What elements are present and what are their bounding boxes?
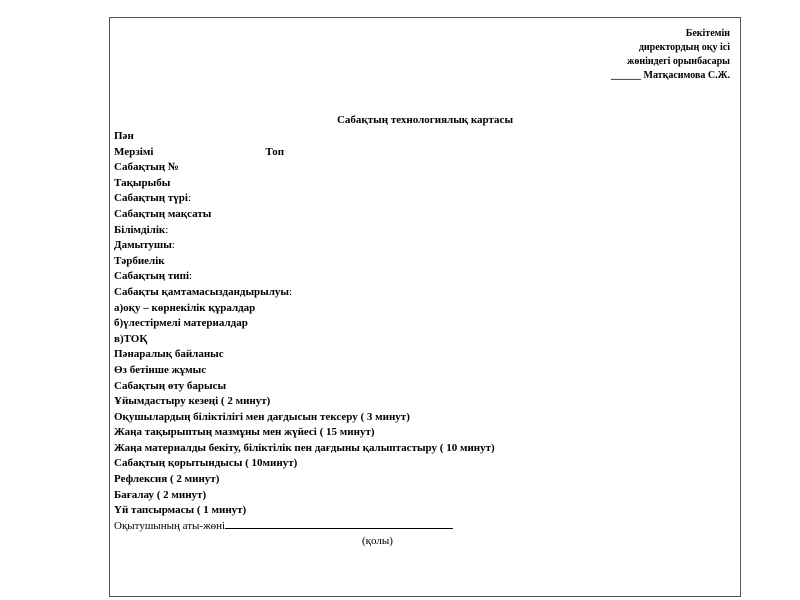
field-educational: Білімділік [114,223,166,236]
field-interdisciplinary: Пәнаралық байланыс [114,348,224,361]
field-organizational: Ұйымдастыру кезеңі ( 2 минут) [114,395,271,408]
field-developing: Дамытушы [114,239,172,252]
field-lesson-type: Сабақтың түрі [114,192,188,205]
approval-block [611,27,730,83]
teacher-signature-row [114,519,495,535]
field-assessment: Бағалау ( 2 минут) [114,488,207,501]
field-developing-row: Дамытушы: [114,239,175,252]
field-goal: Сабақтың мақсаты [114,207,212,220]
signature-caption: (қолы) [362,535,393,548]
field-group: Топ [265,145,285,158]
approval-line-2: директордың оқу ісі [638,42,730,53]
field-lesson-kind-row: Сабақтың типі: [114,270,193,283]
field-tok: в)ТОҚ [114,332,148,345]
field-summary: Сабақтың қорытындысы ( 10минут) [114,457,298,470]
field-upbringing: Тәрбиелік [114,254,165,267]
field-provision-row: Сабақты қамтамасыздандырылуы: [114,285,293,298]
signature-underline [225,519,453,529]
field-topic: Тақырыбы [114,176,171,189]
approval-line-1: Бекітемін [685,28,730,39]
field-visual-aids: а)оқу – көрнекілік құралдар [114,301,256,314]
field-lesson-no: Сабақтың № [114,161,179,174]
field-lesson-kind: Сабақтың типі [114,270,189,283]
field-educational-row: Білімділік: [114,223,169,236]
field-lesson-type-row: Сабақтың түрі: [114,192,192,205]
field-check-knowledge: Оқушылардың біліктілігі мен дағдысын тексеру ( 3 минут) [114,410,410,423]
document-title: Сабақтың технологиялық картасы [336,114,514,126]
document-page [109,17,741,597]
field-date-row [114,145,495,161]
field-lesson-flow: Сабақтың өту барысы [114,379,227,392]
field-new-topic: Жаңа тақырыптың мазмұны мен жүйесі ( 15 минут) [114,426,375,439]
lesson-fields [114,129,495,550]
field-handouts: б)үлестірмелі материалдар [114,317,248,330]
field-reflection: Рефлексия ( 2 минут) [114,473,220,486]
approval-line-3: жөніндегі орынбасары [627,56,730,67]
field-provision: Сабақты қамтамасыздандырылуы [114,285,290,298]
field-homework: Үй тапсырмасы ( 1 минут) [114,504,247,517]
field-consolidation: Жаңа материалды бекіту, біліктілік пен дағдыны қалыптастыру ( 10 минут) [114,441,495,454]
field-date: Мерзімі [114,145,154,158]
field-subject: Пән [114,130,134,142]
teacher-name-label: Оқытушының аты-жөні [114,519,226,532]
field-independent-work: Өз бетінше жұмыс [114,363,207,376]
approval-line-4: ______ Матқасимова С.Ж. [611,70,730,81]
